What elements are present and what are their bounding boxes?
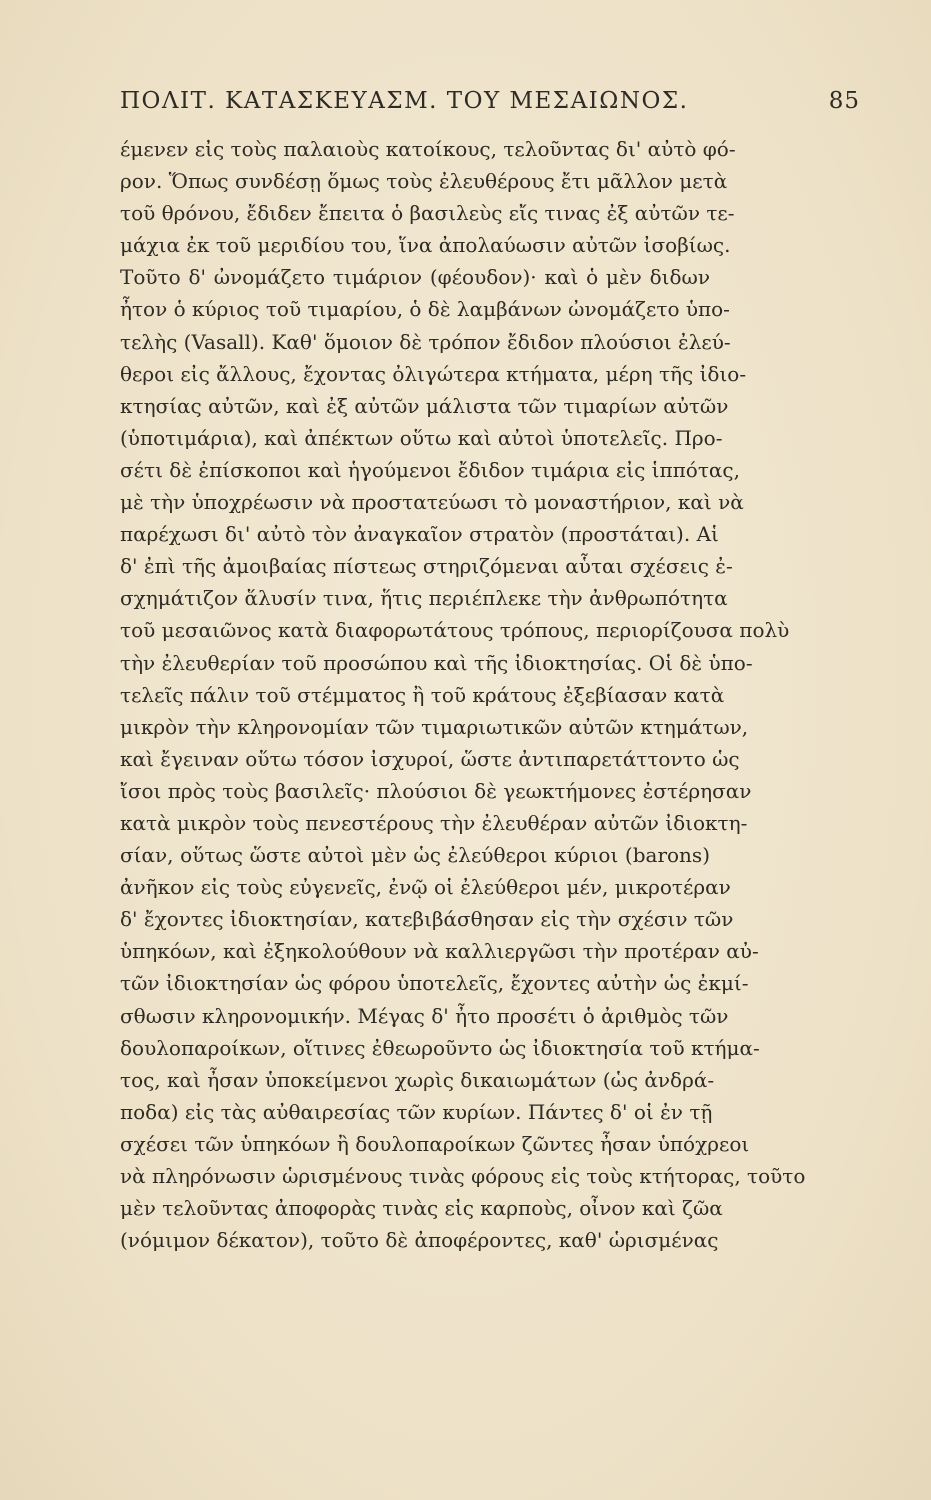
text-line: δ' ἐπὶ τῆς ἀμοιβαίας πίστεως στηριζόμεναι αὗται σχέσεις ἐ- — [120, 554, 733, 579]
text-line: τῶν ἰδιοκτησίαν ὡς φόρου ὑποτελεῖς, ἔχοντες αὐτὴν ὡς ἐκμί- — [120, 971, 749, 996]
text-line: δ' ἔχοντες ἰδιοκτησίαν, κατεβιβάσθησαν εἰς τὴν σχέσιν τῶν — [120, 907, 734, 932]
body-text — [120, 133, 806, 1256]
text-line: μικρὸν τὴν κληρονομίαν τῶν τιμαριωτικῶν αὐτῶν κτημάτων, — [120, 714, 749, 739]
text-line: τοῦ μεσαιῶνος κατὰ διαφορωτάτους τρόπους, περιορίζουσα πολὺ — [120, 618, 790, 643]
text-line: νὰ πληρόνωσιν ὡρισμένους τινὰς φόρους εἰς τοὺς κτήτορας, τοῦτο — [120, 1164, 806, 1188]
text-line: κατὰ μικρὸν τοὺς πενεστέρους τὴν ἐλευθέραν αὐτῶν ἰδιοκτη- — [120, 810, 748, 835]
text-line: ἦτον ὁ κύριος τοῦ τιμαρίου, ὁ δὲ λαμβάνων ὠνομάζετο ὑπο- — [120, 297, 730, 322]
text-line: (ὑποτιμάρια), καὶ ἀπέκτων οὕτω καὶ αὐτοὶ ὑποτελεῖς. Προ- — [120, 425, 723, 450]
text-line: ἴσοι πρὸς τοὺς βασιλεῖς· πλούσιοι δὲ γεωκτήμονες ἐστέρησαν — [120, 778, 752, 803]
text-line: (νόμιμον δέκατον), τοῦτο δὲ ἀποφέροντες, καθ' ὡρισμένας — [120, 1228, 719, 1253]
text-line: σθωσιν κληρονομικήν. Μέγας δ' ἦτο προσέτι ὁ ἀριθμὸς τῶν — [120, 1003, 729, 1028]
text-line: Τοῦτο δ' ὠνομάζετο τιμάριον (φέουδον)· καὶ ὁ μὲν διδων — [120, 265, 710, 290]
text-line: σχημάτιζον ἅλυσίν τινα, ἥτις περιέπλεκε τὴν ἀνθρωπότητα — [120, 586, 728, 611]
page-number: 85 — [828, 88, 860, 114]
text-line: μάχια ἐκ τοῦ μεριδίου του, ἵνα ἀπολαύωσιν αὐτῶν ἰσοβίως. — [120, 233, 731, 258]
text-line: τὴν ἐλευθερίαν τοῦ προσώπου καὶ τῆς ἰδιοκτησίας. Οἱ δὲ ὑπο- — [120, 650, 753, 675]
text-line: τελὴς (Vasall). Καθ' ὅμοιον δὲ τρόπον ἔδιδον πλούσιοι ἐλεύ- — [120, 329, 731, 354]
text-line: μὲν τελοῦντας ἀποφορὰς τινὰς εἰς καρποὺς, οἶνον καὶ ζῶα — [120, 1196, 723, 1221]
page-header — [120, 88, 860, 122]
text-line: ρον. Ὅπως συνδέσῃ ὅμως τοὺς ἐλευθέρους ἔτι μᾶλλον μετὰ — [120, 169, 728, 194]
text-line: έμενεν εἰς τοὺς παλαιοὺς κατοίκους, τελοῦντας δι' αὐτὸ φό- — [120, 137, 736, 161]
text-line: μὲ τὴν ὑποχρέωσιν νὰ προστατεύωσι τὸ μοναστήριον, καὶ νὰ — [120, 490, 744, 515]
text-line: τελεῖς πάλιν τοῦ στέμματος ἢ τοῦ κράτους ἐξεβίασαν κατὰ — [120, 682, 725, 707]
text-line: σχέσει τῶν ὑπηκόων ἢ δουλοπαροίκων ζῶντες ἦσαν ὑπόχρεοι — [120, 1131, 750, 1156]
text-line: τοῦ θρόνου, ἔδιδεν ἔπειτα ὁ βασιλεὺς εἴς τινας ἐξ αὐτῶν τε- — [120, 201, 735, 226]
text-line: κτησίας αὐτῶν, καὶ ἐξ αὐτῶν μάλιστα τῶν τιμαρίων αὐτῶν — [120, 393, 729, 418]
text-line: σίαν, οὕτως ὥστε αὐτοὶ μὲν ὡς ἐλεύθεροι κύριοι (barons) — [120, 843, 710, 868]
text-line: ἀνῆκον εἰς τοὺς εὐγενεῖς, ἐνῷ οἱ ἐλεύθεροι μέν, μικροτέραν — [120, 875, 731, 900]
text-line: καὶ ἔγειναν οὕτω τόσον ἰσχυροί, ὥστε ἀντιπαρετάττοντο ὡς — [120, 746, 740, 771]
text-line: θεροι εἰς ἄλλους, ἔχοντας ὀλιγώτερα κτήματα, μέρη τῆς ἰδιο- — [120, 361, 747, 386]
text-line: σέτι δὲ ἐπίσκοποι καὶ ἡγούμενοι ἔδιδον τιμάρια εἰς ἱππότας, — [120, 457, 740, 482]
text-line: παρέχωσι δι' αὐτὸ τὸν ἀναγκαῖον στρατὸν (προστάται). Αἱ — [120, 522, 719, 547]
text-line: ὑπηκόων, καὶ ἐξηκολούθουν νὰ καλλιεργῶσι τὴν προτέραν αὐ- — [120, 939, 759, 964]
text-line: τος, καὶ ἦσαν ὑποκείμενοι χωρὶς δικαιωμάτων (ὡς ἀνδρά- — [120, 1067, 715, 1092]
text-line: δουλοπαροίκων, οἵτινες ἐθεωροῦντο ὡς ἰδιοκτησία τοῦ κτήμα- — [120, 1035, 760, 1060]
text-line: ποδα) εἰς τὰς αὐθαιρεσίας τῶν κυρίων. Πάντες δ' οἱ ἐν τῇ — [120, 1099, 713, 1124]
running-head: ΠΟΛΙΤ. ΚΑΤΑΣΚΕΥΑΣΜ. ΤΟΥ ΜΕΣΑΙΩΝΟΣ. — [120, 88, 689, 114]
